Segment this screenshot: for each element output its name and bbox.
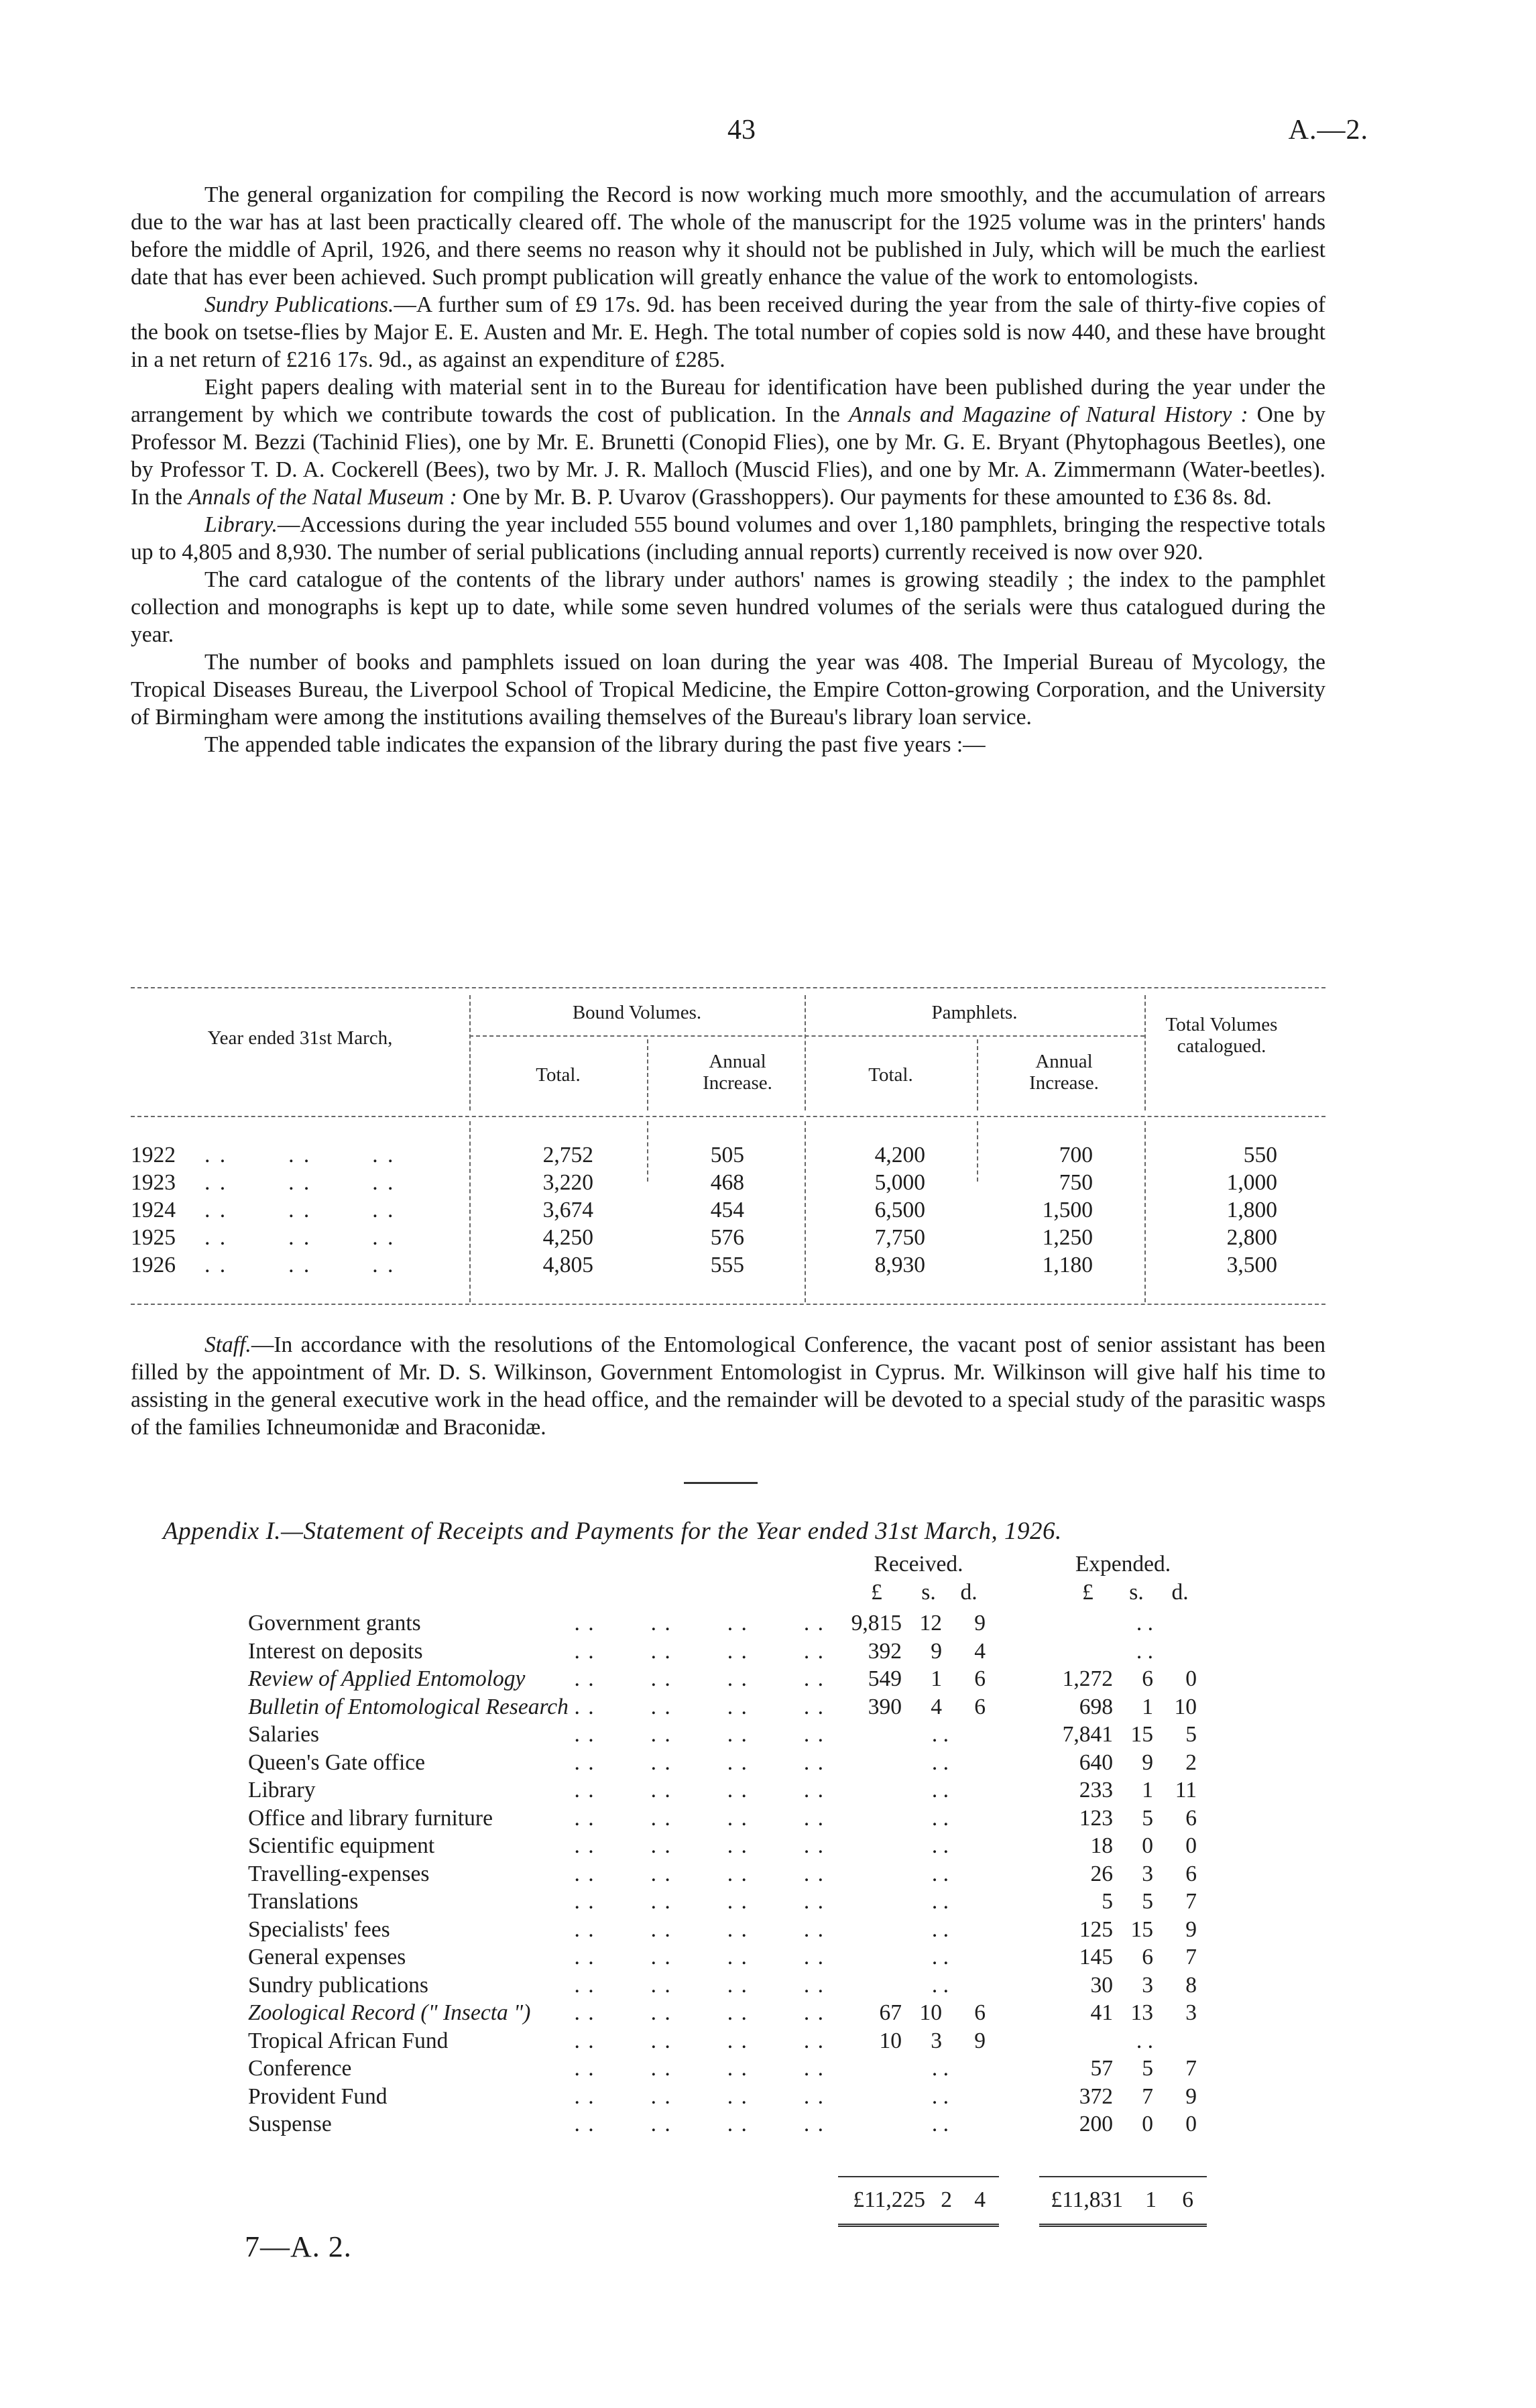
exp-pence: 7 [1185,1889,1197,1914]
group-header-bound-volumes: Bound Volumes. [572,1002,702,1023]
table-cell-catalogued: 3,500 [1226,1253,1277,1277]
exp-shillings: 6 [1142,1945,1153,1969]
received-pence-unit: d. [960,1580,978,1605]
exp-pence: 2 [1185,1750,1197,1775]
table-cell-pamph-total: 7,750 [874,1225,925,1250]
statement-row [248,1945,1227,1973]
leader-dots: . . . . . . . . [574,1666,825,1691]
statement-row [248,1889,1227,1917]
received-total-rule [838,2176,999,2177]
table-divider [977,1039,978,1110]
paragraph-staff [131,1331,1325,1441]
leader-dots: . . . . . . . . [574,1972,825,1998]
statement-row [248,1917,1227,1945]
group-header-pamphlets: Pamphlets. [931,1002,1018,1023]
empty-leader: . . [931,2083,949,2109]
statement-row [248,2084,1227,2112]
expended-total-pence: 6 [1182,2187,1193,2212]
exp-shillings: 5 [1142,1889,1153,1914]
leader-dots: . . . . . . [204,1170,396,1195]
empty-leader: . . [931,1916,949,1942]
empty-leader: . . [931,1889,949,1914]
empty-leader: . . [931,1778,949,1802]
table-cell-pamph-total: 5,000 [874,1170,925,1195]
statement-item-label: Zoological Record (" Insecta ") [248,2000,531,2025]
table-cell-pamph-total: 6,500 [874,1198,925,1222]
table-cell-bound-total: 3,220 [542,1170,593,1195]
statement-item-label: Conference [248,2056,352,2081]
library-heading: Library. [204,512,278,537]
table-divider [977,1121,978,1182]
library-expansion-table [131,987,1325,1309]
table-cell-catalogued: 550 [1243,1143,1277,1167]
received-header: Received. [874,1552,963,1576]
sundry-publications-text: —A further sum of £9 17s. 9d. has been received during the year from the sale of thirty-five copies of the book on tsetse-flies by Major E. E. Austen and Mr. E. Hegh. The total number of copies sold is now 440, and these have brought in a net return of £216 17s. 9d., as against an expenditure of £285. [131,292,1325,372]
leader-dots: . . . . . . [204,1253,396,1277]
paragraph-table-intro: The appended table indicates the expansion of the library during the past five years :— [204,732,986,757]
table-cell-bound-inc: 454 [710,1198,744,1222]
exp-pence: 11 [1175,1778,1197,1802]
statement-item-label: Sundry publications [248,1972,428,1998]
statement-item-label: General expenses [248,1945,406,1969]
statement-item-label: Travelling-expenses [248,1861,430,1886]
appendix-title: Appendix I.—Statement of Receipts and Payments for the Year ended 31st March, 1926. [163,1517,1062,1545]
leader-dots: . . . . . . [204,1225,396,1250]
received-total-pence: 4 [974,2187,986,2212]
page-number: 43 [727,115,756,146]
empty-leader: . . [931,1945,949,1969]
table-bottom-rule [131,1304,1325,1305]
statement-row [248,1666,1227,1695]
paragraph-loans: The number of books and pamphlets issued on loan during the year was 408. The Imperial Bureau of Mycology, the Tropical Diseases Bureau, the Liverpool School of Tropical Medicine, the Empire Cotton-growing Corporation, and the University of Birmingham were among the institutions availing themselves of the Bureau's library loan service. [131,650,1325,730]
table-cell-pamph-total: 8,930 [874,1253,925,1277]
table-cell-catalogued: 1,000 [1226,1170,1277,1195]
leader-dots: . . . . . . . . [574,1861,825,1886]
statement-item-label: Specialists' fees [248,1916,390,1942]
page-signature: 7—A. 2. [245,2230,352,2263]
statement-row [248,2112,1227,2140]
exp-shillings: 9 [1142,1750,1153,1775]
statement-row [248,1833,1227,1861]
statement-item-label: Office and library furniture [248,1805,493,1831]
table-cell-catalogued: 1,800 [1226,1198,1277,1222]
exp-pounds: 1,272 [1062,1666,1113,1691]
table-row-year: 1926 [131,1253,176,1277]
table-top-rule [131,987,1325,988]
statement-item-label: Queen's Gate office [248,1750,425,1775]
statement-row [248,1778,1227,1806]
rec-pence: 6 [974,1666,986,1691]
exp-pence: 9 [1185,1916,1197,1942]
exp-pounds: 145 [1079,1945,1113,1969]
statement-row [248,1861,1227,1890]
exp-pounds: 372 [1079,2083,1113,2109]
empty-leader: . . [931,1861,949,1886]
table-divider [469,1121,471,1302]
table-cell-bound-total: 4,805 [542,1253,593,1277]
empty-leader: . . [931,1750,949,1775]
statement-row [248,1806,1227,1834]
exp-pence: 0 [1185,1833,1197,1858]
table-cell-bound-inc: 468 [710,1170,744,1195]
rec-shillings: 9 [931,1638,942,1664]
statement-row [248,2028,1227,2057]
eight-papers-text-b: One by Professor M. Bezzi (Tachinid Flies), one by Mr. E. Brunetti (Conopid Flies), one by Mr. G. E. Bryant (Phytophagous Beetles), one by Professor T. D. A. Cockerell (Bees), two by Mr. J. R. Malloch (Muscid Flies), and one by Mr. A. Zimmermann (Water-beetles). In the [131,402,1326,510]
rec-shillings: 1 [931,1666,942,1691]
exp-pence: 3 [1185,2000,1197,2025]
rec-pounds: 10 [879,2028,902,2053]
exp-pounds: 125 [1079,1916,1113,1942]
exp-shillings: 15 [1130,1722,1153,1747]
statement-row [248,2056,1227,2084]
table-row-year: 1923 [131,1170,176,1195]
table-divider [647,1121,648,1182]
rec-pounds: 392 [868,1638,902,1664]
leader-dots: . . . . . . . . [574,2028,825,2053]
empty-leader: . . [931,2056,949,2081]
table-divider [805,1121,806,1302]
col-header-bound-increase: Annual Increase. [703,1051,772,1094]
rec-pence: 6 [974,1694,986,1719]
exp-pounds: 233 [1079,1778,1113,1802]
paragraph-sundry-publications [131,291,1325,374]
exp-pence: 0 [1185,2112,1197,2136]
table-subheader-rule [469,1035,1144,1037]
statement-row [248,1639,1227,1667]
table-row-year: 1924 [131,1198,176,1222]
table-divider [647,1039,648,1110]
staff-section [131,1331,1325,1441]
statement-item-label: Provident Fund [248,2083,388,2109]
exp-pounds: 640 [1079,1750,1113,1775]
exp-pence: 0 [1185,1666,1197,1691]
exp-pence: 8 [1185,1972,1197,1998]
statement-item-label: Bulletin of Entomological Research [248,1694,569,1719]
leader-dots: . . . . . . . . [574,1833,825,1858]
leader-dots: . . . . . . . . [574,1889,825,1914]
table-cell-bound-total: 2,752 [542,1143,593,1167]
statement-row [248,1722,1227,1750]
exp-pence: 6 [1185,1861,1197,1886]
staff-heading: Staff. [204,1332,251,1357]
exp-shillings: 5 [1142,1805,1153,1831]
received-total-shillings: 2 [941,2187,952,2212]
statement-row [248,2000,1227,2028]
exp-pounds: 698 [1079,1694,1113,1719]
exp-shillings: 15 [1130,1916,1153,1942]
empty-leader: . . [931,1833,949,1858]
paragraph-record: The general organization for compiling the Record is now working much more smoothly, and the accumulation of arrears due to the war has at last been practically cleared off. The whole of the manuscript for the 1925 volume was in the printers' hands before the middle of April, 1926, and there seems no reason why it should not be published in July, which will be much the earliest date that has ever been achieved. Such prompt publication will greatly enhance the value of the work to entomologists. [131,182,1325,290]
rec-shillings: 12 [919,1611,942,1636]
table-divider [1144,1121,1146,1302]
body-text [131,181,1325,758]
table-cell-catalogued: 2,800 [1226,1225,1277,1250]
exp-shillings: 6 [1142,1666,1153,1691]
library-text: —Accessions during the year included 555 bound volumes and over 1,180 pamphlets, bringing the respective totals up to 4,805 and 8,930. The number of serial publications (including annual reports) currently received is now over 920. [131,512,1325,565]
exp-shillings: 3 [1142,1861,1153,1886]
leader-dots: . . . . . . . . [574,1778,825,1802]
exp-shillings: 0 [1142,2112,1153,2136]
exp-pence: 7 [1185,1945,1197,1969]
col-header-total-catalogued: Total Volumes catalogued. [1165,1014,1278,1057]
eight-papers-text-c: One by Mr. B. P. Uvarov (Grasshoppers). Our payments for these amounted to £36 8s. 8d. [457,485,1272,510]
paragraph-eight-papers [131,374,1325,511]
statement-row [248,1695,1227,1723]
expended-shillings-unit: s. [1129,1580,1144,1605]
table-cell-pamph-inc: 700 [1059,1143,1093,1167]
exp-pence: 6 [1185,1805,1197,1831]
rec-pounds: 9,815 [851,1611,902,1636]
expended-header: Expended. [1075,1552,1171,1576]
received-total-pounds: £11,225 [853,2187,925,2212]
table-cell-pamph-inc: 1,250 [1042,1225,1093,1250]
empty-leader: . . [931,1972,949,1998]
table-cell-bound-inc: 576 [710,1225,744,1250]
leader-dots: . . . . . . . . [574,1805,825,1831]
rec-pence: 9 [974,1611,986,1636]
rec-pounds: 549 [868,1666,902,1691]
rec-pounds: 67 [879,2000,902,2025]
rec-pence: 4 [974,1638,986,1664]
col-header-year: Year ended 31st March, [207,1027,393,1049]
exp-pounds: 5 [1102,1889,1113,1914]
rec-pence: 9 [974,2028,986,2053]
leader-dots: . . . . . . . . [574,1611,825,1636]
empty-leader: . . [931,1722,949,1747]
col-header-bound-total: Total. [536,1064,581,1086]
leader-dots: . . . . . . . . [574,2112,825,2136]
exp-pence: 9 [1185,2083,1197,2109]
exp-shillings: 13 [1130,2000,1153,2025]
leader-dots: . . . . . . . . [574,1945,825,1969]
staff-text: —In accordance with the resolutions of the Entomological Conference, the vacant post of senior assistant has been filled by the appointment of Mr. D. S. Wilkinson, Government Entomologist in Cyprus. Mr. Wilkinson will give half his time to assisting in the general executive work in the head office, and the remainder will be devoted to a special study of the parasitic wasps of the families Ichneumonidæ and Braconidæ. [131,1332,1325,1440]
sundry-publications-heading: Sundry Publications. [204,292,394,317]
exp-shillings: 7 [1142,2083,1153,2109]
exp-pounds: 30 [1090,1972,1113,1998]
empty-leader: . . [1136,1611,1153,1636]
table-row-year: 1925 [131,1225,176,1250]
exp-shillings: 3 [1142,1972,1153,1998]
leader-dots: . . . . . . [204,1143,396,1167]
expended-total-pounds: £11,831 [1051,2187,1123,2212]
statement-item-label: Tropical African Fund [248,2028,449,2053]
paragraph-card-catalogue: The card catalogue of the contents of the library under authors' names is growing steadily ; the index to the pamphlet collection and monographs is kept up to date, while some seven hundred volumes of the serials were thus catalogued during the year. [131,567,1325,647]
empty-leader: . . [931,1805,949,1831]
exp-pounds: 41 [1090,2000,1113,2025]
table-cell-bound-total: 3,674 [542,1198,593,1222]
paragraph-library [131,511,1325,566]
receipts-payments-statement [248,1549,1227,2253]
table-cell-pamph-total: 4,200 [874,1143,925,1167]
exp-shillings: 0 [1142,1833,1153,1858]
table-cell-bound-inc: 555 [710,1253,744,1277]
leader-dots: . . . . . . . . [574,1694,825,1719]
leader-dots: . . . . . . . . [574,1722,825,1747]
section-separator [684,1482,758,1484]
statement-row [248,1611,1227,1639]
expended-pounds-unit: £ [1082,1580,1094,1605]
expended-total-rule [1039,2176,1207,2177]
rec-shillings: 10 [919,2000,942,2025]
leader-dots: . . . . . . . . [574,1916,825,1942]
table-cell-pamph-inc: 1,500 [1042,1198,1093,1222]
rec-shillings: 4 [931,1694,942,1719]
exp-pounds: 200 [1079,2112,1113,2136]
statement-item-label: Government grants [248,1611,421,1636]
table-row-year: 1922 [131,1143,176,1167]
statement-item-label: Suspense [248,2112,332,2136]
leader-dots: . . . . . . . . [574,1638,825,1664]
received-pounds-unit: £ [871,1580,882,1605]
received-shillings-unit: s. [921,1580,936,1605]
leader-dots: . . . . . . . . [574,2056,825,2081]
col-header-pamph-total: Total. [868,1064,913,1086]
exp-pence: 7 [1185,2056,1197,2081]
exp-pence: 5 [1185,1722,1197,1747]
exp-pence: 10 [1174,1694,1197,1719]
eight-papers-text-a: Eight papers dealing with material sent in to the Bureau for identification have been published during the year under the arrangement by which we contribute towards the cost of publication. In the [131,375,1325,427]
exp-shillings: 5 [1142,2056,1153,2081]
rec-pounds: 390 [868,1694,902,1719]
expended-total-shillings: 1 [1145,2187,1157,2212]
statement-item-label: Translations [248,1889,359,1914]
statement-item-label: Library [248,1778,316,1802]
exp-shillings: 1 [1142,1778,1153,1802]
expended-pence-unit: d. [1171,1580,1189,1605]
table-cell-bound-inc: 505 [710,1143,744,1167]
col-header-pamph-increase: Annual Increase. [1029,1051,1099,1094]
exp-pounds: 123 [1079,1805,1113,1831]
statement-item-label: Review of Applied Entomology [248,1666,526,1691]
annals-natal-museum-title: Annals of the Natal Museum : [188,485,457,510]
rec-pence: 6 [974,2000,986,2025]
exp-shillings: 1 [1142,1694,1153,1719]
received-double-rule [838,2224,999,2227]
exp-pounds: 18 [1090,1833,1113,1858]
statement-row [248,1750,1227,1778]
table-cell-pamph-inc: 750 [1059,1170,1093,1195]
rec-shillings: 3 [931,2028,942,2053]
leader-dots: . . . . . . . . [574,2000,825,2025]
document-reference: A.—2. [1288,115,1368,146]
exp-pounds: 7,841 [1062,1722,1113,1747]
table-header-rule [131,1116,1325,1117]
empty-leader: . . [931,2112,949,2136]
statement-item-label: Scientific equipment [248,1833,435,1858]
exp-pounds: 26 [1090,1861,1113,1886]
statement-item-label: Interest on deposits [248,1638,423,1664]
empty-leader: . . [1136,1638,1153,1664]
leader-dots: . . . . . . . . [574,2083,825,2109]
leader-dots: . . . . . . . . [574,1750,825,1775]
leader-dots: . . . . . . [204,1198,396,1222]
exp-pounds: 57 [1090,2056,1113,2081]
statement-row [248,1973,1227,2001]
expended-double-rule [1039,2224,1207,2227]
table-cell-bound-total: 4,250 [542,1225,593,1250]
table-cell-pamph-inc: 1,180 [1042,1253,1093,1277]
statement-item-label: Salaries [248,1722,320,1747]
empty-leader: . . [1136,2028,1153,2053]
annals-natural-history-title: Annals and Magazine of Natural History : [848,402,1248,427]
